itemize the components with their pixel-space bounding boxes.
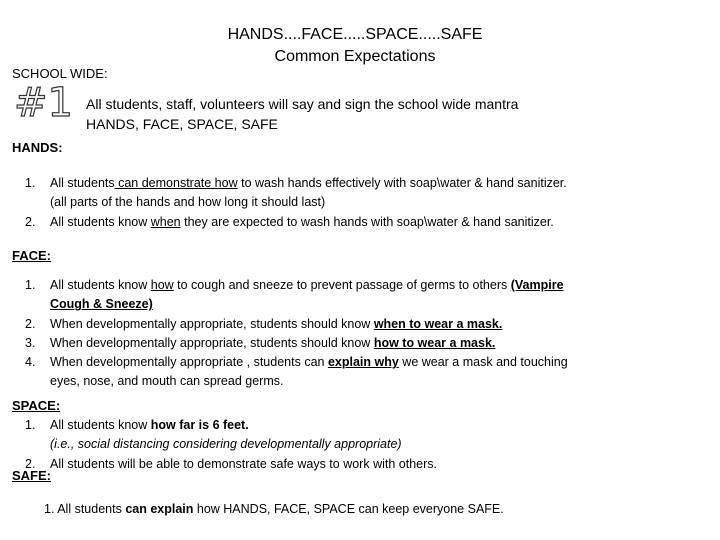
page-title — [190, 24, 520, 68]
space-header: SPACE: — [12, 398, 61, 413]
hands-header: HANDS: — [12, 140, 63, 155]
list-item: 3. When developmentally appropriate, students should know how to wear a mask. — [25, 335, 496, 350]
list-item: 1. All students can demonstrate how to wash hands effectively with soap\water & hand sanitizer. (all parts of the hands and how long it should last) — [25, 176, 567, 210]
safe-item: 1. All students can explain how HANDS, FACE, SPACE can keep everyone SAFE. — [44, 502, 504, 516]
school-wide-label: SCHOOL WIDE: — [12, 66, 108, 81]
list-item: 2. When developmentally appropriate, students should know when to wear a mask. — [25, 316, 503, 331]
list-item: 1. All students know how to cough and sneeze to prevent passage of germs to others (Vampire Cough & Sneeze) — [25, 278, 564, 312]
number-one-badge: #1 — [14, 80, 73, 126]
hands-list — [12, 174, 712, 232]
list-item: 1. All students know how far is 6 feet. (i.e., social distancing considering developmentally appropriate) — [25, 418, 402, 452]
face-header: FACE: — [12, 248, 51, 263]
list-item: 4. When developmentally appropriate , students can explain why we wear a mask and touching eyes, nose, and mouth can spread germs. — [25, 355, 568, 389]
mantra-line1: All students, staff, volunteers will say and sign the school wide mantra — [86, 96, 519, 112]
face-list — [12, 276, 712, 392]
safe-header: SAFE: — [12, 468, 51, 483]
title-line2: Common Expectations — [274, 48, 436, 65]
list-item: 2. All students know when they are expected to wash hands with soap\water & hand sanitizer. — [25, 214, 554, 229]
mantra-text — [86, 94, 518, 134]
title-line1: HANDS....FACE.....SPACE.....SAFE — [227, 26, 483, 43]
space-list — [12, 416, 712, 474]
list-item: 2. All students will be able to demonstrate safe ways to work with others. — [25, 456, 437, 471]
mantra-line2: HANDS, FACE, SPACE, SAFE — [86, 116, 278, 132]
